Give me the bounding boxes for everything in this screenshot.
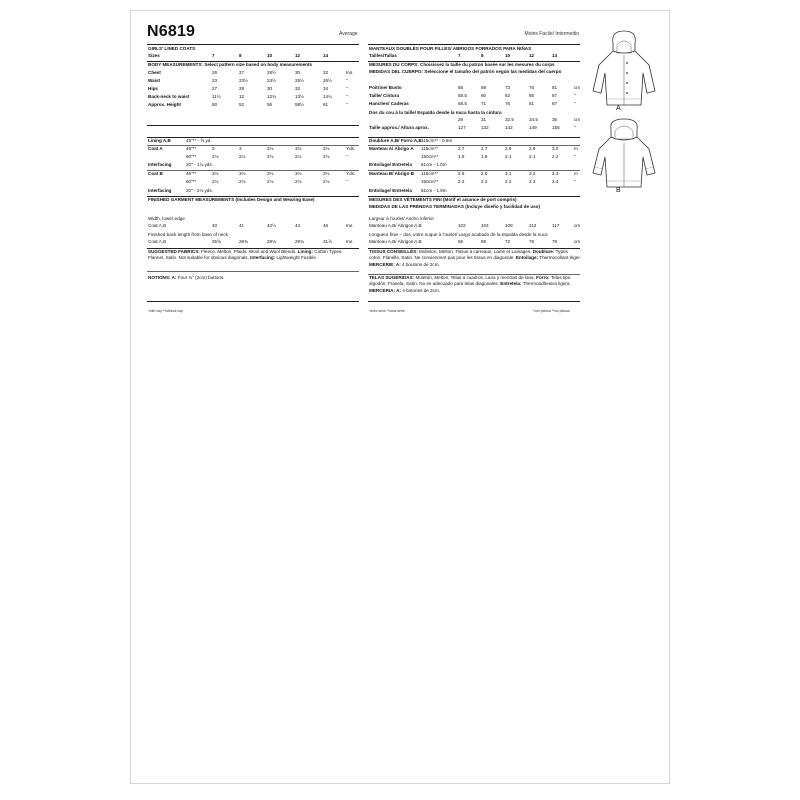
table-cell: 25⅝ [212,239,221,244]
interfacing-b-row-fr: Entoilage/ Entretela 51cm - 1.9m [369,188,447,193]
fabric-width: 60"** [186,154,197,159]
row-label: Coat A,B [148,239,167,244]
unit: " [346,102,348,107]
fabric-width: 150cm** [421,154,439,159]
table-cell: 73 [505,85,511,90]
table-cell: 31⅞ [323,239,332,244]
table-row [369,125,581,132]
unit: " [574,125,576,130]
table-cell: 3.1 [505,171,512,176]
row-label: Manteau B/ Abrigo B [369,171,415,176]
table-row [369,154,581,161]
fabric-width: 115cm** [421,171,439,176]
interfacing-a-row-en: Interfacing 20" - 1⅞ yds. [148,162,213,167]
table-cell: 40 [212,223,218,228]
table-row [148,146,360,153]
table-row [369,101,581,108]
table-cell: 2⅛ [239,154,246,159]
unit: cm [574,239,581,244]
body-measurements-heading-es: MEDIDAS DEL CUERPO: Seleccione el tamaño del patrón según las medidas del cuerpo [369,69,562,74]
table-cell: 104 [481,223,489,228]
length-label-fr: Longueur finie – dos, votre nuque à l'ourlet/ Largo acabado de la espalda desde la nuca [369,232,548,237]
table-cell: 30 [295,70,301,75]
unit: Yds. [346,146,356,151]
table-cell: 108 [505,223,513,228]
table-cell: 69 [481,85,487,90]
table-row [369,239,581,246]
finished-measurements-heading-es: MEDIDAS DE LAS PRENDAS TERMINADAS (Incluye diseño y facilidad de uso) [369,204,541,209]
unit: Ins. [346,239,354,244]
table-cell: 132 [481,125,489,130]
table-cell: 2.2 [481,179,488,184]
table-cell: 31 [481,117,487,122]
table-row [369,179,581,186]
table-cell: 76 [529,239,535,244]
table-cell: 76 [505,101,511,106]
suggested-fabrics-fr: TISSUS CONSEILLÉS: Molleton, Melton, Tissus à carreaux, Laine et Lainages. Doublure: Types coton, Flanelle, Satin. Ne conviennent pas pour les tissus en diagonale. Entoilage: Thermocollant léger. MERCERIE: A: 4 boutons de 2cm. [369,249,581,267]
table-cell: 26½ [323,78,332,83]
row-label: Hips [148,86,158,91]
table-cell: 2.9 [505,146,512,151]
table-cell: 2.3 [529,179,536,184]
unit: " [574,154,576,159]
unit: " [346,78,348,83]
unit: Ins. [346,70,354,75]
table-row [148,94,360,101]
table-cell: 29¾ [295,239,304,244]
table-cell: 3⅛ [239,171,246,176]
row-label: Taille approx./ Altura aprox. [369,125,429,130]
width-label-fr: Largeur à l'ourlet/ Ancho inferior [369,216,434,221]
table-cell: 2.9 [529,146,536,151]
table-cell: 46 [323,223,329,228]
table-cell: 41 [239,223,245,228]
lining-row-fr: Doublure A,B/ Forro A,B 115cm** - 0.6m [369,138,453,143]
footnote-fr: *avec sens **sans sens [369,309,405,313]
finished-measurements-heading-en: FINISHED GARMENT MEASUREMENTS (Includes Design and Wearing Ease) [148,197,315,202]
table-cell: 81 [529,101,535,106]
table-cell: 2.1 [529,154,536,159]
fabric-width: 60"** [186,179,197,184]
fabric-width: 45"** [186,171,197,176]
table-cell: 87 [552,101,558,106]
table-cell: 2.9 [458,171,465,176]
table-cell: 1.9 [458,154,465,159]
table-cell: 42½ [267,223,276,228]
table-cell: 2⅛ [267,179,274,184]
table-cell: 32 [323,70,329,75]
table-cell: 62 [505,93,511,98]
unit: cm [574,117,581,122]
table-cell: 28⅛ [267,239,276,244]
table-row [369,223,581,230]
table-cell: 3⅛ [295,171,302,176]
table-cell: 27 [239,70,245,75]
unit: cm [574,223,581,228]
body-measurements-heading-fr: MESURES DU CORPS: Choisissez la taille du patron basée sur les mesures du corps [369,62,555,67]
row-label: Approx. Height [148,102,181,107]
table-row [369,85,581,92]
table-cell: 26⅜ [239,239,248,244]
table-cell: 3⅛ [323,171,330,176]
table-cell: 81 [552,85,558,90]
table-cell: 149 [529,125,537,130]
table-cell: 3.3 [552,171,559,176]
table-cell: 2.2 [552,154,559,159]
table-cell: 65 [529,93,535,98]
row-label: Back-neck to waist [148,94,190,99]
table-row [148,154,360,161]
table-cell: 2.7 [481,146,488,151]
suggested-fabrics-en: SUGGESTED FABRICS: Fleece, Melton, Plaids, Wool and Wool Blends. Lining: Cotton Types, Flannel, Satin. Not suitable for obvious diagonals. Interfacing: Lightweight Fusible. [148,249,343,261]
table-cell: 3⅛ [323,146,330,151]
row-label: Manteau A/ Abrigo A [369,146,414,151]
table-cell: 3⅛ [295,146,302,151]
table-cell: 26 [212,70,218,75]
table-cell: 52 [239,102,245,107]
row-label: Coat A [148,146,163,151]
row-label: Chest [148,70,161,75]
table-cell: 112 [529,223,537,228]
table-cell: 65 [458,239,464,244]
table-cell: 58.5 [458,93,467,98]
unit: Ins. [346,223,354,228]
table-row [148,86,360,93]
fabric-width: 150cm** [421,179,439,184]
table-cell: 66 [458,85,464,90]
table-cell: 24½ [267,78,276,83]
coat-b-illustration [589,115,659,195]
pattern-number: N6819 [147,23,196,40]
table-cell: 68.5 [458,101,467,106]
table-cell: 56 [267,102,273,107]
table-cell: 2.9 [481,171,488,176]
sizes-row-en: Sizes 7 8 10 12 14 [148,53,329,58]
unit: " [574,179,576,184]
table-row [148,102,360,109]
table-cell: 79 [552,239,558,244]
table-cell: 2.4 [552,179,559,184]
table-cell: 72 [505,239,511,244]
table-cell: 60 [481,93,487,98]
table-cell: 13½ [295,94,304,99]
table-row [369,146,581,153]
width-label-en: Width, lower edge [148,216,185,221]
table-cell: 14¼ [323,94,332,99]
table-cell: 61 [323,102,329,107]
section-title-en: GIRLS' LINED COATS [148,46,196,51]
body-measurements-heading-en: BODY MEASUREMENTS: Select pattern size based on body measurements [148,62,313,67]
table-row [369,117,581,124]
pattern-envelope-back [130,10,670,784]
row-label: Coat A,B [148,223,167,228]
table-cell: 71 [481,101,487,106]
fabric-width: 115cm** [421,146,439,151]
unit: m [574,146,578,151]
table-cell: 3 [212,146,215,151]
table-cell: 32.5 [505,117,514,122]
table-cell: 2⅛ [267,154,274,159]
section-title-fr-es: MANTEAUX DOUBLÉS POUR FILLES/ ABRIGOS FORRADOS PARA NIÑAS [369,46,532,51]
row-label: Waist [148,78,161,83]
table-cell: 67 [552,93,558,98]
table-cell: 2⅛ [212,179,219,184]
unit: " [574,101,576,106]
table-cell: 23 [212,78,218,83]
table-cell: 3⅛ [267,171,274,176]
table-cell: 29 [458,117,464,122]
row-label: Coat B [148,171,163,176]
table-cell: 28½ [267,70,276,75]
table-cell: 117 [552,223,560,228]
unit: " [574,93,576,98]
table-cell: 25½ [295,78,304,83]
table-cell: 44 [295,223,301,228]
unit: Yds. [346,171,356,176]
table-row [148,239,360,246]
table-cell: 11½ [212,94,221,99]
row-label: Taille/ Cintura [369,93,400,98]
table-cell: 34.5 [529,117,538,122]
table-cell: 3⅛ [267,146,274,151]
unit: m [574,171,578,176]
unit: " [346,154,348,159]
unit: " [346,94,348,99]
table-cell: 32 [295,86,301,91]
notions-en: NOTIONS: A: Four ¾" (2cm) buttons. [148,275,225,280]
table-cell: 102 [458,223,466,228]
row-label: Hanches/ Caderas [369,101,409,106]
table-cell: 34 [323,86,329,91]
table-cell: 155 [552,125,560,130]
table-row [148,171,360,178]
table-cell: 30 [267,86,273,91]
table-cell: 76 [529,85,535,90]
table-cell: 142 [505,125,513,130]
unit: " [346,86,348,91]
footnote-es: *con pelusa **sin pelusa [533,309,570,313]
table-cell: 2⅛ [323,154,330,159]
table-cell: 2.2 [458,179,465,184]
table-cell: 3 [239,146,242,151]
table-cell: 2.7 [458,146,465,151]
table-cell: 2⅛ [212,154,219,159]
row-label: Manteau A,B/ Abrigos A,B [369,223,422,228]
interfacing-a-row-fr: Entoilage/ Entretela 51cm - 1.0m [369,162,447,167]
table-row [369,171,581,178]
lining-row-en: Lining A,B 45"** - ⅝ yd. [148,138,212,143]
suggested-fabrics-es: TELAS SUGERIDAS: Muletón, Melton, Telas a cuadros, Lana y mezclas de lana. Forro: Telas tipo algodón, Franela, Satín. No es adecuado para telas diagonales. Entretela: Thermoadhesiva ligera. MERCERIA: A: 4 botones de 2cm. [369,275,571,293]
table-cell: 36 [552,117,558,122]
table-cell: 12¾ [267,94,276,99]
interfacing-b-row-en: Interfacing 20" - 2⅛ yds. [148,188,213,193]
back-neck-label-fr: Dos du cou à la taille/ Espalda desde la nuca hasta la cintura [369,110,502,115]
difficulty-level-fr-es: Moins Facile/ Intermedio [524,31,579,37]
table-cell: 2⅛ [239,179,246,184]
finished-measurements-heading-fr: MESURES DES VÊTEMENTS FINI (Motif et aisance de port compris) [369,197,517,202]
table-cell: 68 [481,239,487,244]
table-cell: 58½ [295,102,304,107]
table-row [148,179,360,186]
table-cell: 3.2 [529,171,536,176]
table-row [148,223,360,230]
footnote-en: *with nap **without nap [148,309,183,313]
table-cell: 3.0 [552,146,559,151]
table-cell: 3⅛ [212,171,219,176]
table-cell: 50 [212,102,218,107]
table-row [148,78,360,85]
table-cell: 1.9 [481,154,488,159]
length-label-en: Finished back length from base of neck [148,232,228,237]
fabric-width: 45"** [186,146,197,151]
coat-a-illustration [589,29,659,109]
table-cell: 12 [239,94,245,99]
table-row [369,93,581,100]
unit: cm [574,85,581,90]
table-cell: 23½ [239,78,248,83]
difficulty-level-en: Average [339,31,358,37]
sizes-row-fr: Tailles/Tallas 7 8 10 12 14 [369,53,558,58]
illustration-label-a: A [616,105,621,112]
table-cell: 28 [239,86,245,91]
table-row [148,70,360,77]
table-cell: 2.2 [505,179,512,184]
table-cell: 2⅛ [323,179,330,184]
row-label: Manteau A,B/ Abrigos A,B [369,239,422,244]
table-cell: 2⅛ [295,154,302,159]
unit: " [346,179,348,184]
row-label: Poitrine/ Busto [369,85,402,90]
table-cell: 127 [458,125,466,130]
table-cell: 2.1 [505,154,512,159]
table-cell: 2⅛ [295,179,302,184]
illustration-label-b: B [616,187,621,194]
table-cell: 27 [212,86,218,91]
